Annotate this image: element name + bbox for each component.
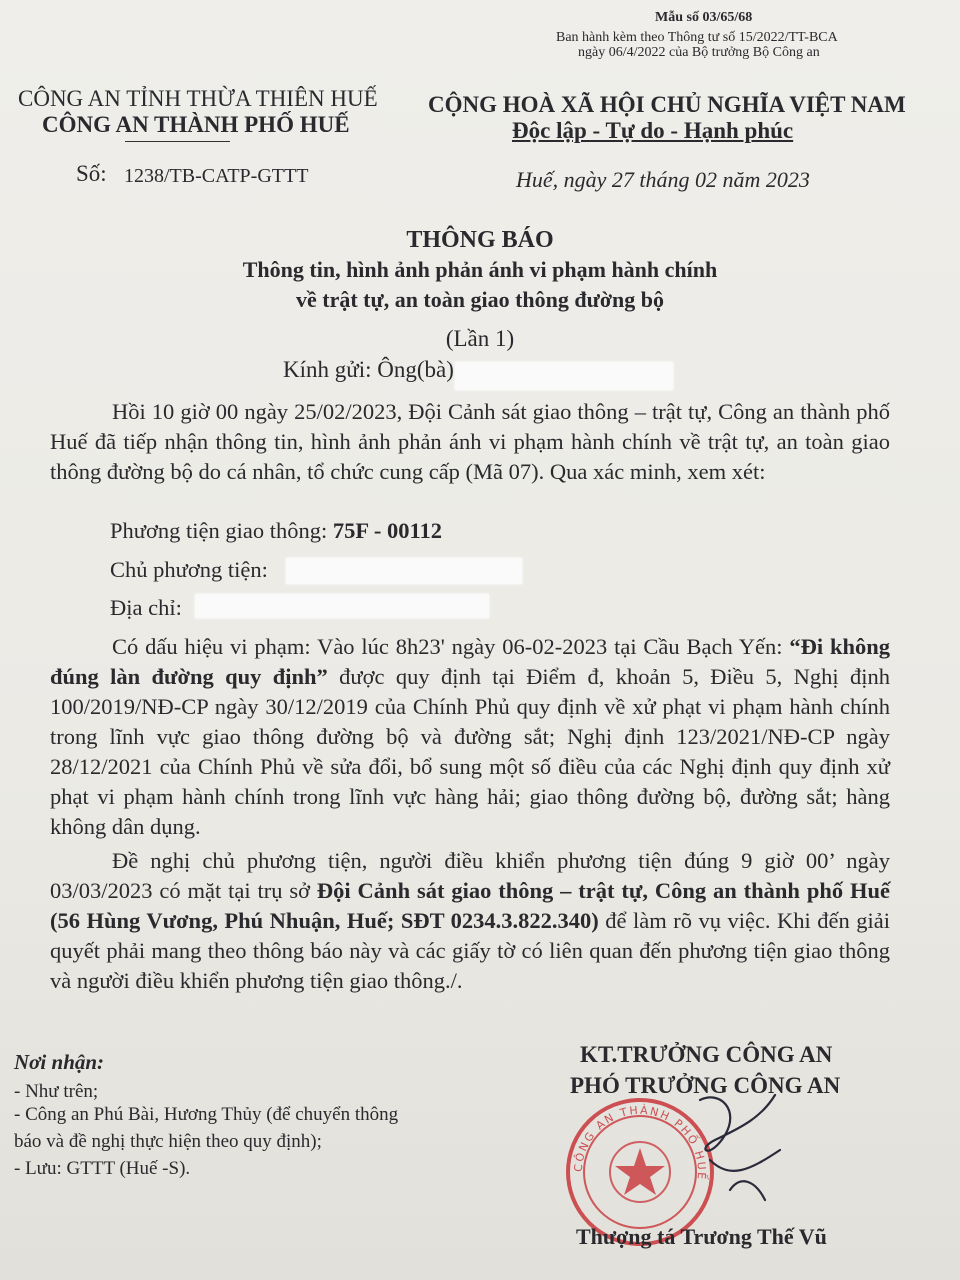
recipient-line: - Công an Phú Bài, Hương Thủy (để chuyển thông: [14, 1104, 399, 1125]
handwritten-signature: [640, 1080, 790, 1210]
document-number: 1238/TB-CATP-GTTT: [124, 165, 309, 187]
recipient-line: báo và đề nghị thực hiện theo quy định);: [14, 1131, 322, 1152]
issuing-agency: CÔNG AN THÀNH PHỐ HUẾ: [42, 112, 350, 137]
notice-count: (Lần 1): [445, 326, 515, 351]
greeting: Kính gửi: Ông(bà): [283, 357, 454, 382]
redacted-owner: [286, 558, 522, 584]
form-number: Mẫu số 03/65/68: [655, 10, 753, 25]
signatory-title-line2: PHÓ TRƯỞNG CÔNG AN: [570, 1073, 841, 1098]
violation-legal-basis: được quy định tại Điểm đ, khoản 5, Điều 5, Nghị định 100/2019/NĐ-CP ngày 30/12/2019 của Chính Phủ quy định về xử phạt vi phạm hành chính trong lĩnh vực giao thông đường bộ và đường sắt; Nghị định 123/2021/NĐ-CP ngày 28/12/2021 của Chính Phủ về sửa đổi, bổ sung một số điều của các Nghị định quy định xử phạt vi phạm hành chính trong lĩnh vực hàng hải; giao thông đường bộ, đường sắt; hàng không dân dụng.: [50, 664, 890, 839]
violation-paragraph: [50, 632, 890, 842]
national-motto: Độc lập - Tự do - Hạnh phúc: [512, 118, 794, 143]
redacted-recipient-name: [455, 362, 673, 390]
form-issued-date: ngày 06/4/2022 của Bộ trưởng Bộ Công an: [578, 45, 820, 60]
owner-label: Chủ phương tiện:: [110, 557, 268, 582]
request-paragraph: [50, 846, 890, 996]
signer-name: Thượng tá Trương Thế Vũ: [576, 1224, 827, 1249]
address-label: Địa chỉ:: [110, 595, 182, 620]
dateline: Huế, ngày 27 tháng 02 năm 2023: [516, 167, 810, 192]
intro-paragraph: Hồi 10 giờ 00 ngày 25/02/2023, Đội Cảnh sát giao thông – trật tự, Công an thành phố Huế đã tiếp nhận thông tin, hình ảnh phản ánh vi phạm hành chính về trật tự, an toàn giao thông đường bộ do cá nhân, tổ chức cung cấp (Mã 07). Qua xác minh, xem xét:: [50, 399, 890, 484]
form-issued-by: Ban hành kèm theo Thông tư số 15/2022/TT-BCA: [556, 30, 838, 45]
agency-underline: [125, 141, 230, 142]
document-subtitle-line2: về trật tự, an toàn giao thông đường bộ: [295, 287, 664, 312]
document-subtitle-line1: Thông tin, hình ảnh phản ánh vi phạm hành chính: [242, 257, 718, 282]
stamp-text: CÔNG AN THÀNH PHỐ HUẾ: [571, 1103, 709, 1182]
recipients-title: Nơi nhận:: [14, 1050, 105, 1074]
signatory-title-line1: KT.TRƯỞNG CÔNG AN: [580, 1042, 833, 1067]
redacted-address: [195, 594, 489, 618]
request-place: Đội Cảnh sát giao thông – trật tự, Công an thành phố Huế (56 Hùng Vương, Phú Nhuận, Huế; SĐT 0234.3.822.340): [50, 878, 890, 933]
vehicle-label: Phương tiện giao thông:: [110, 518, 328, 543]
request-suffix: để làm rõ vụ việc. Khi đến giải quyết phải mang theo thông báo này và các giấy tờ có liên quan đến phương tiện giao thông và người điều khiển phương tiện giao thông./.: [50, 908, 890, 993]
national-title: CỘNG HOÀ XÃ HỘI CHỦ NGHĨA VIỆT NAM: [428, 92, 906, 117]
violation-act: “Đi không đúng làn đường quy định”: [50, 634, 891, 689]
document-number-label: Số:: [76, 161, 107, 186]
recipient-line: - Lưu: GTTT (Huế -S).: [14, 1158, 191, 1179]
violation-prefix: Có dấu hiệu vi phạm: Vào lúc 8h23' ngày 06-02-2023 tại Cầu Bạch Yến:: [112, 634, 790, 659]
request-prefix: Đề nghị chủ phương tiện, người điều khiển phương tiện đúng 9 giờ 00’ ngày 03/03/2023 có mặt tại trụ sở: [50, 848, 890, 903]
document-title: THÔNG BÁO: [406, 227, 554, 253]
parent-agency: CÔNG AN TỈNH THỪA THIÊN HUẾ: [18, 86, 378, 111]
license-plate: 75F - 00112: [332, 518, 443, 543]
vehicle-row: [110, 518, 442, 544]
recipient-line: - Như trên;: [14, 1081, 99, 1102]
